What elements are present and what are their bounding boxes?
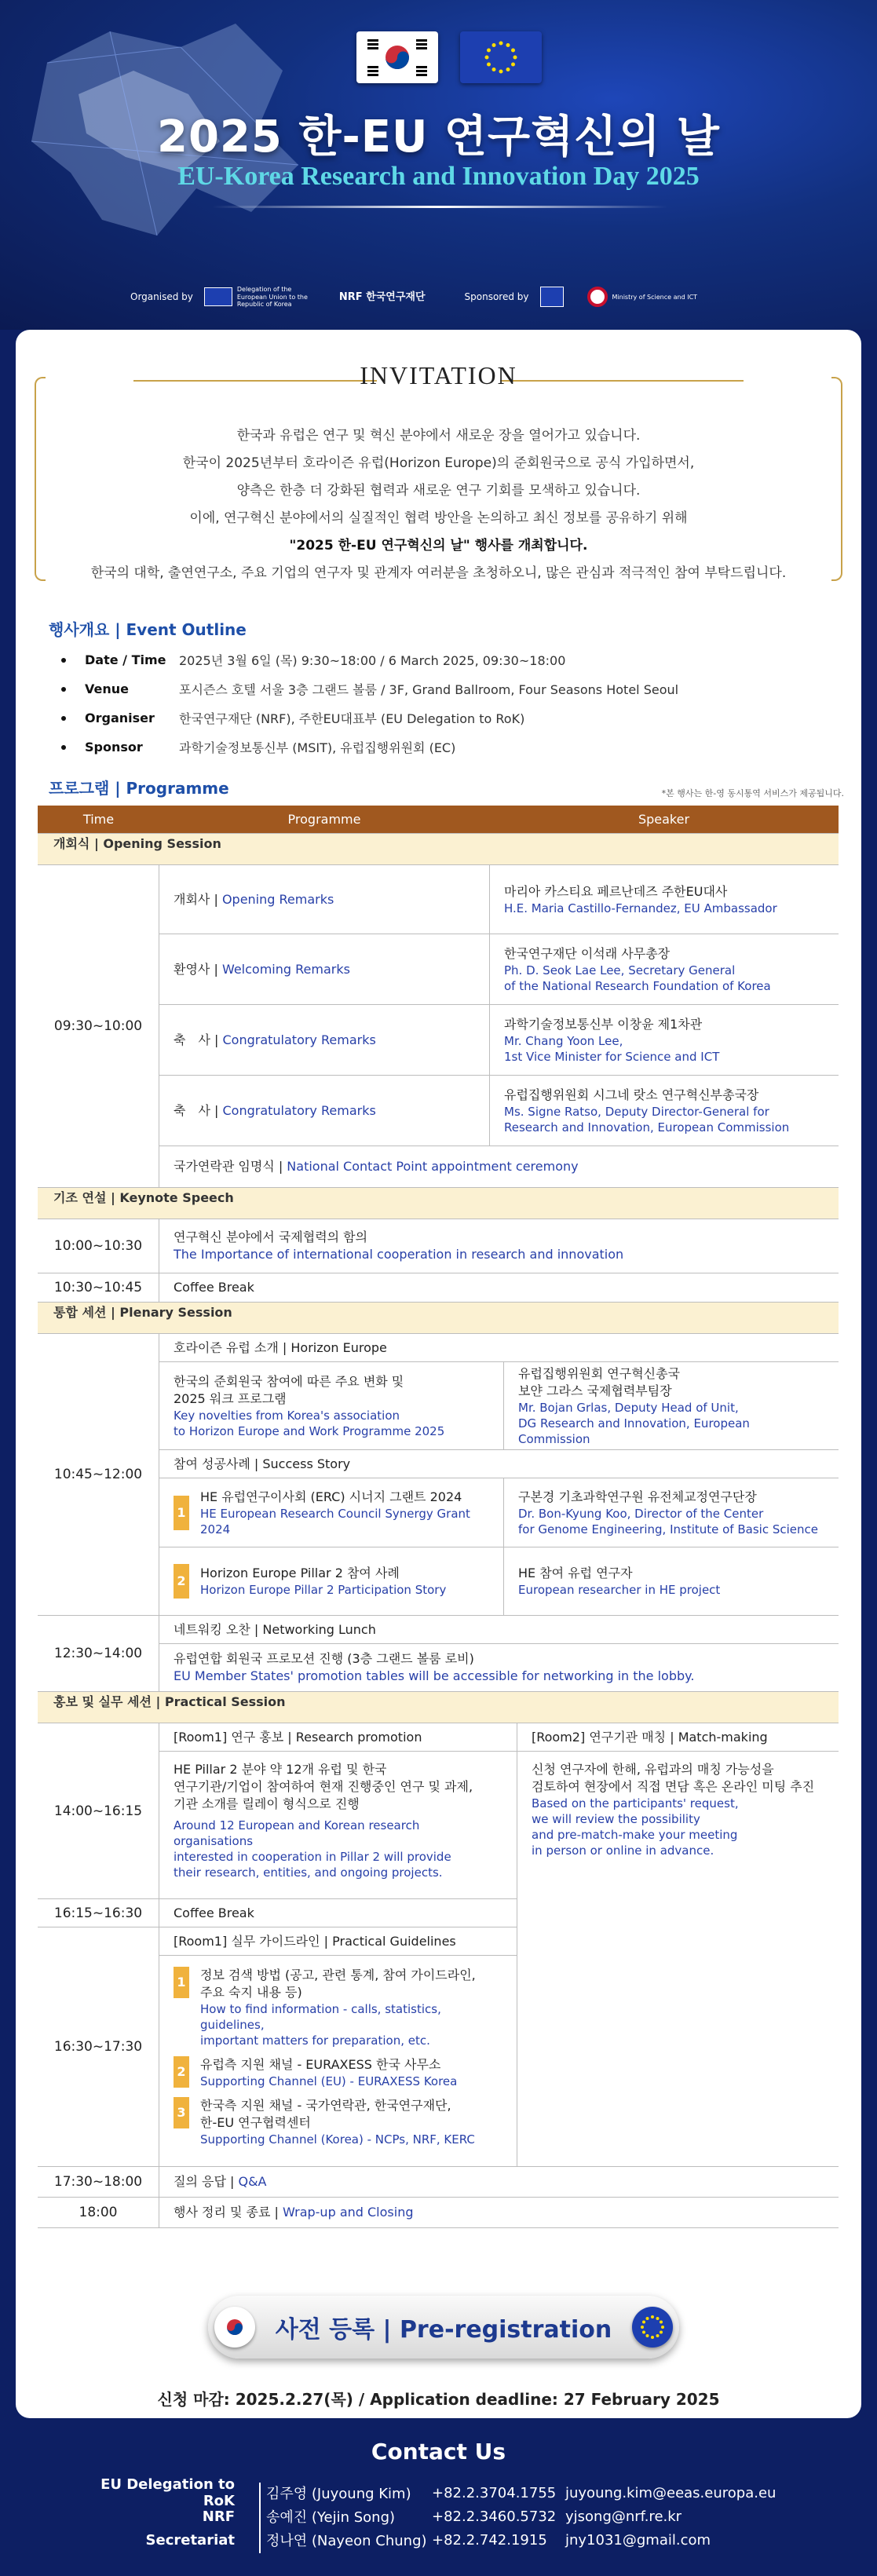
session-row: 기조 연설 | Keynote Speech (38, 1188, 839, 1219)
invitation-line: 한국의 대학, 출연연구소, 주요 기업의 연구자 및 관계자 여러분을 초청하오니, 많은 관심과 적극적인 참여 부탁드립니다. (90, 565, 787, 581)
outline-item: Venue 포시즌스 호텔 서울 3층 그랜드 볼룸 / 3F, Grand Ballroom, Four Seasons Hotel Seoul (61, 674, 678, 703)
korea-flag-icon (356, 31, 438, 83)
sponsored-by-label: Sponsored by (464, 291, 529, 303)
ec-logo (540, 287, 564, 307)
interpretation-note: *본 행사는 한-영 동시통역 서비스가 제공됩니다. (661, 788, 844, 798)
invitation-line: 한국과 유럽은 연구 및 혁신 분야에서 새로운 장을 열어가고 있습니다. (236, 428, 641, 444)
session-row: 개회식 | Opening Session (38, 834, 839, 865)
outline-heading: 행사개요 | Event Outline (49, 620, 247, 639)
email-link[interactable]: jny1031@gmail.com (565, 2531, 711, 2549)
contact-row: Secretariat 정나연 (Nayeon Chung) +82.2.742.1915 jny1031@gmail.com (79, 2528, 769, 2552)
outline-item: Sponsor 과학기술정보통신부 (MSIT), 유럽집행위원회 (EC) (61, 733, 678, 762)
msit-logo: Ministry of Science and ICT (587, 287, 698, 307)
contact-divider (259, 2483, 261, 2553)
table-row: 14:00~16:15 16:15~16:30 16:30~17:30 [Room1] 연구 홍보 | Research promotion HE Pillar 2 분야 약 12개 유럽 및 한국 연구기관/기업이 참여하여 현재 진행중인 연구 및 과제, 기관 소개를 릴레이 형식으로 진행 Around 12 European and Korean research organisations interested in cooperation in Pillar 2 will provide their research, entities, and ongoing projects. Coffee Break [Room1] 실무 가이드라인 | Practical Guidelines 1 정보 검색 방법 (공고, 관련 통계, 참여 가이드라인, 주요 숙지 내용 등) How to find information - calls, statistics, guidelines, important matters for preparation, etc. 2 유럽측 지원 채널 - EURAXESS 한국 사무소 Supporting Channel (EU) - EURAXESS Korea 3 한국측 지원 채널 - 국가연락관, 한국연구재단, 한-EU 연구협력센터 Supporting Channel (Korea) - NCPs, NRF, KERC [Room2] 연구기관 매칭 | Match-making 신청 연구자에 한해, 유럽과의 매칭 가능성을 검토하여 현장에서 직접 면담 혹은 온라인 미팅 추진 Based on the participants' request, we will review the possibility and pre-match-make your meeting in person or online in advance. (38, 1723, 839, 2166)
number-badge: 1 (174, 1967, 189, 1998)
invitation-title: INVITATION (360, 361, 517, 389)
pre-registration-button[interactable] (208, 2296, 679, 2359)
invitation-line: 이에, 연구혁신 분야에서의 실질적인 협력 방안을 논의하고 최신 정보를 공유하기 위해 (189, 510, 688, 526)
contact-row: NRF 송예진 (Yejin Song) +82.2.3460.5732 yjsong@nrf.re.kr (79, 2505, 769, 2528)
invitation-line: 한국이 2025년부터 호라이즌 유럽(Horizon Europe)의 준회원국으로 공식 가입하면서, (182, 455, 695, 471)
programme-heading: 프로그램 | Programme (49, 779, 229, 798)
outline-list (61, 645, 678, 762)
eu-flag-icon (460, 31, 542, 83)
contact-title: Contact Us (371, 2439, 506, 2465)
programme-table (38, 806, 839, 2228)
divider (212, 206, 667, 208)
table-row: 09:30~10:00 개회사 | Opening Remarks 마리아 카스티요 페르난데즈 주한EU대사 H.E. Maria Castillo-Fernandez, EU Ambassador 환영사 | Welcoming Remarks 한국연구재단 이석래 사무총장 Ph. D. Seok Lae Lee, Secretary General of the National Research Foundation of Korea 축 사 | Congratulatory Remarks 과학기술정보통신부 이창윤 제1차관 Mr. Chang Yoon Lee, 1st Vice Minister for Science and ICT 축 사 | Congratulatory Remarks 유럽집행위원회 시그네 랏소 연구혁신부총국장 Ms. Signe Ratso, Deputy Director-General for Research and Innovation, European Commission 국가연락관 임명식 | National Contact Point appointment ceremony (38, 865, 839, 1188)
pre-registration-label[interactable]: 사전 등록 | Pre-registration (275, 2316, 612, 2344)
eu-flag-icon (632, 2307, 673, 2348)
invitation-line: "2025 한-EU 연구혁신의 날" 행사를 개최합니다. (289, 538, 588, 554)
table-row: 10:00~10:30 연구혁신 분야에서 국제협력의 함의 The Importance of international cooperation in research and innovation (38, 1219, 839, 1273)
number-badge: 2 (174, 2056, 189, 2088)
email-link[interactable]: yjsong@nrf.re.kr (565, 2508, 682, 2525)
table-row: 12:30~14:00 네트워킹 오찬 | Networking Lunch 유럽연합 회원국 프로모션 진행 (3층 그랜드 볼룸 로비) EU Member States' promotion tables will be accessible for networking in the lobby. (38, 1616, 839, 1692)
event-subtitle: EU-Korea Research and Innovation Day 2025 (177, 162, 700, 191)
number-badge: 3 (174, 2097, 189, 2128)
korea-flag-icon (214, 2307, 255, 2348)
number-badge: 1 (174, 1496, 189, 1530)
outline-item: Date / Time 2025년 3월 6일 (목) 9:30~18:00 / 6 March 2025, 09:30~18:00 (61, 645, 678, 674)
application-deadline: 신청 마감: 2025.2.27(목) / Application deadline: 27 February 2025 (157, 2390, 720, 2409)
organised-by-label: Organised by (130, 291, 193, 303)
outline-item: Organiser 한국연구재단 (NRF), 주한EU대표부 (EU Delegation to RoK) (61, 703, 678, 733)
nrf-logo: NRF 한국연구재단 (338, 290, 426, 303)
invitation-card (16, 330, 861, 2418)
table-row: 17:30~18:00 질의 응답 | Q&A (38, 2167, 839, 2198)
session-row: 통합 세션 | Plenary Session (38, 1303, 839, 1334)
contact-list (79, 2476, 777, 2552)
event-title: 2025 한-EU 연구혁신의 날 (157, 111, 720, 163)
email-link[interactable]: juyoung.kim@eeas.europa.eu (565, 2484, 777, 2501)
invitation-body (16, 422, 861, 587)
hero-banner (0, 0, 877, 330)
table-row: 10:30~10:45 Coffee Break (38, 1273, 839, 1303)
session-row: 홍보 및 실무 세션 | Practical Session (38, 1692, 839, 1723)
contact-row: EU Delegation to RoK 김주영 (Juyoung Kim) +82.2.3704.1755 juyoung.kim@eeas.europa.eu (100, 2476, 777, 2509)
table-header: Time Programme Speaker (38, 806, 839, 834)
table-row: 18:00 행사 정리 및 종료 | Wrap-up and Closing (38, 2198, 839, 2228)
invitation-line: 양측은 한층 더 강화된 협력과 새로운 연구 기회를 모색하고 있습니다. (236, 483, 641, 499)
eu-delegation-logo: Delegation of the European Union to the Republic of Korea (204, 286, 316, 309)
table-row: 10:45~12:00 호라이즌 유럽 소개 | Horizon Europe 한국의 준회원국 참여에 따른 주요 변화 및 2025 워크 프로그램 Key novelties from Korea's association to Horizon Europe and Work Programme 2025 유럽집행위원회 연구혁신총국 보얀 그라스 국제협력부팀장 Mr. Bojan Grlas, Deputy Head of Unit, DG Research and Innovation, European Commission 참여 성공사례 | Success Story 1 HE 유럽연구이사회 (ERC) 시너지 그랜트 2024 HE European Research Council Synergy Grant 2024 구본경 기초과학연구원 유전체교정연구단장 Dr. Bon-Kyung Koo, Director of the Center for Genome Engineering, Institute of Basic Science 2 Horizon Europe Pillar 2 참여 사례 Horizon Europe Pillar 2 Participation Story HE 참여 유럽 연구자 European researcher in HE project (38, 1334, 839, 1616)
number-badge: 2 (174, 1564, 189, 1599)
sponsor-bar (130, 286, 758, 309)
